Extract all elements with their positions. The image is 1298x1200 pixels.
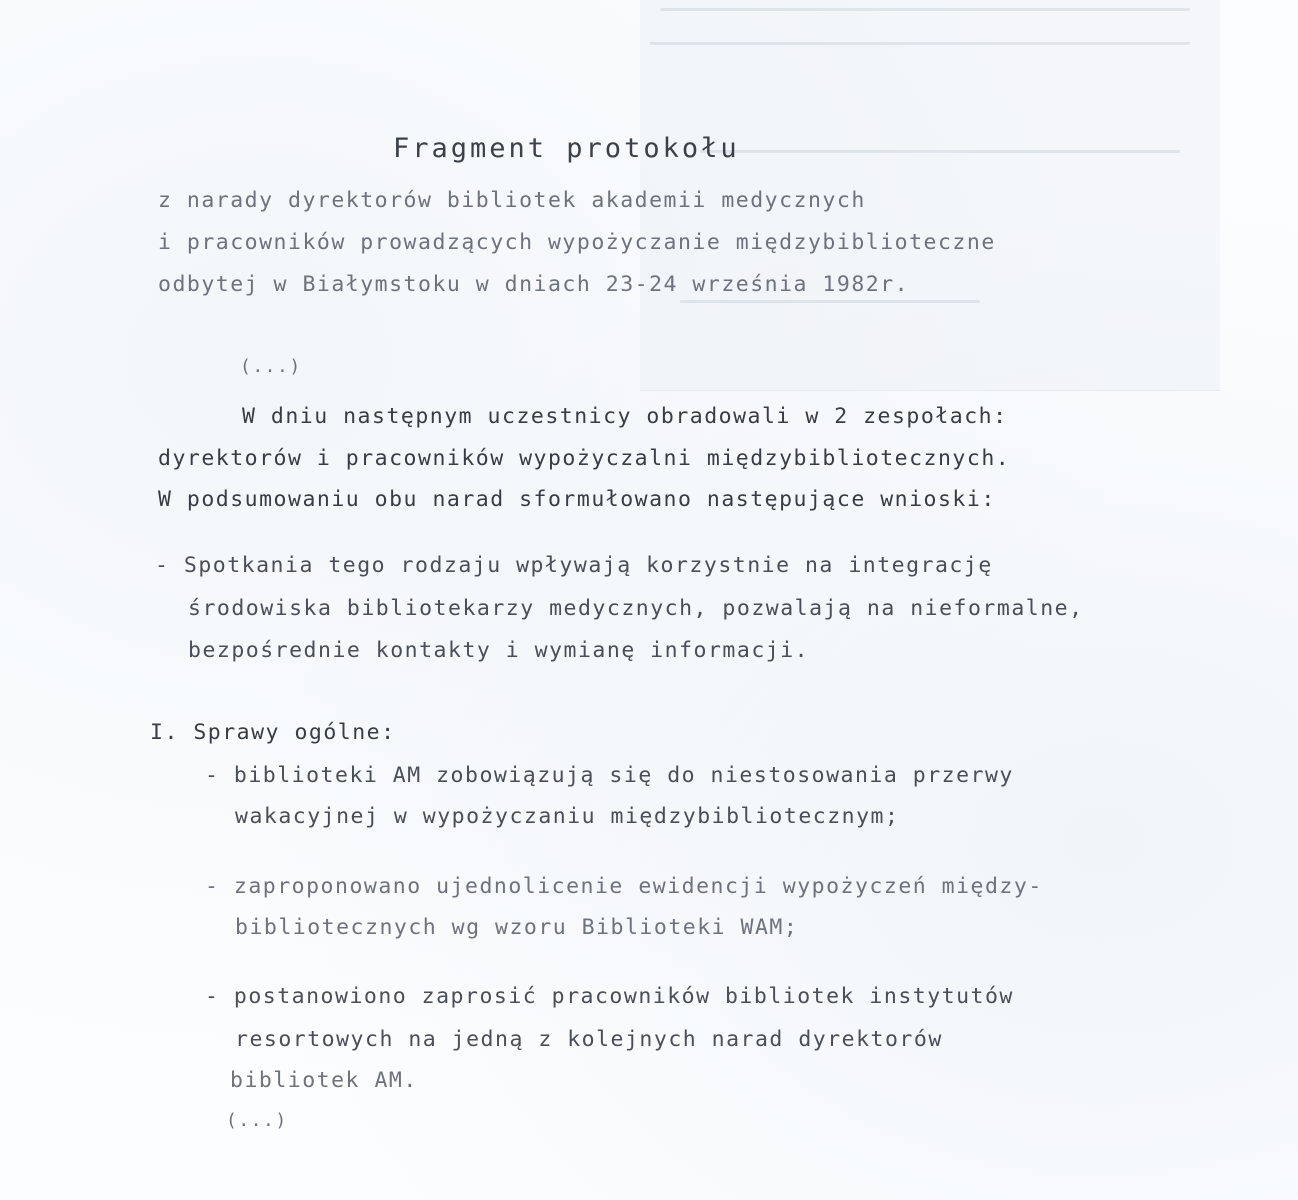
document-title: Fragment protokołu bbox=[393, 133, 740, 164]
intro-line-3: W podsumowaniu obu narad sformułowano następujące wnioski: bbox=[158, 487, 996, 512]
item-1-line-2: wakacyjnej w wypożyczaniu międzybibliotecznym; bbox=[235, 804, 900, 829]
item-1-line-1: - biblioteki AM zobowiązują się do niestosowania przerwy bbox=[205, 763, 1014, 788]
header-line-2: i pracowników prowadzących wypożyczanie międzybiblioteczne bbox=[158, 230, 996, 255]
conclusion-line-3: bezpośrednie kontakty i wymianę informacji. bbox=[188, 638, 810, 663]
bleed-through-line bbox=[680, 300, 980, 303]
item-3-line-2: resortowych na jedną z kolejnych narad dyrektorów bbox=[235, 1027, 943, 1052]
header-line-3: odbytej w Białymstoku w dniach 23-24 września 1982r. bbox=[158, 272, 910, 297]
item-2-line-2: bibliotecznych wg wzoru Biblioteki WAM; bbox=[235, 915, 799, 940]
ellipsis-top: (...) bbox=[240, 356, 302, 377]
item-2-line-1: - zaproponowano ujednolicenie ewidencji wypożyczeń między- bbox=[205, 874, 1043, 899]
intro-line-2: dyrektorów i pracowników wypożyczalni międzybibliotecznych. bbox=[158, 446, 1011, 471]
bleed-through-line bbox=[660, 8, 1190, 11]
intro-line-1: W dniu następnym uczestnicy obradowali w 2 zespołach: bbox=[242, 404, 1008, 429]
item-3-line-1: - postanowiono zaprosić pracowników bibliotek instytutów bbox=[205, 984, 1014, 1009]
ellipsis-bottom: (...) bbox=[226, 1110, 288, 1131]
conclusion-line-1: - Spotkania tego rodzaju wpływają korzystnie na integrację bbox=[155, 553, 993, 578]
conclusion-line-2: środowiska bibliotekarzy medycznych, pozwalają na nieformalne, bbox=[188, 596, 1084, 621]
section-heading: I. Sprawy ogólne: bbox=[150, 720, 396, 745]
bleed-through-line bbox=[650, 42, 1190, 45]
item-3-line-3: bibliotek AM. bbox=[230, 1068, 418, 1093]
header-line-1: z narady dyrektorów bibliotek akademii medycznych bbox=[158, 188, 866, 213]
bleed-through-line bbox=[700, 150, 1180, 153]
